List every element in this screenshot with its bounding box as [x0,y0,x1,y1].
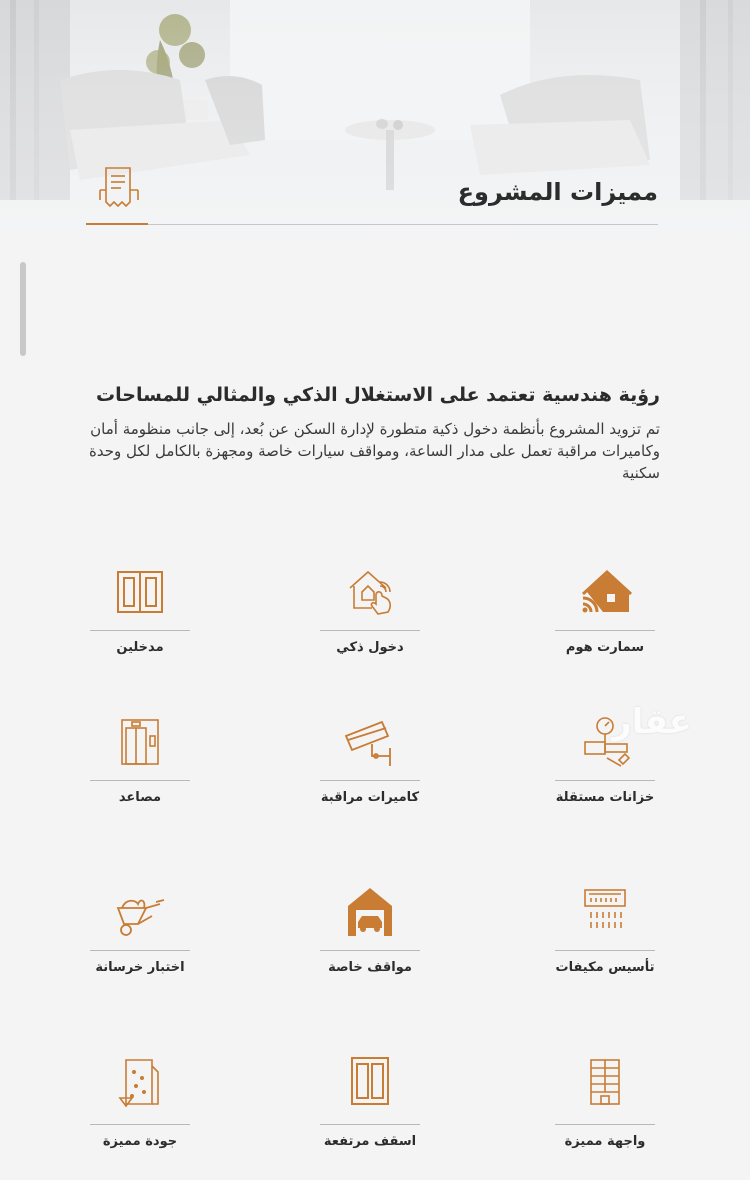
feature-divider [320,630,420,631]
feature-divider [555,630,655,631]
smart-entry-icon [342,564,398,620]
smart-home-icon [577,564,633,620]
feature-divider [320,1124,420,1125]
feature-label: مدخلين [116,640,164,655]
feature-label: جودة مميزة [102,1134,178,1149]
intro-body: تم تزويد المشروع بأنظمة دخول ذكية متطورة لإدارة السكن عن بُعد، إلى جانب منظومة أمان وكاميرات مراقبة تعمل على مدار الساعة، ومواقف سيارات خاصة ومجهزة بالكامل لكل وحدة سكنية [89,420,660,482]
feature-divider [555,780,655,781]
double-door-icon [112,564,168,620]
feature-divider [555,950,655,951]
feature-divider [90,950,190,951]
feature-label: اسقف مرتفعة [323,1134,417,1149]
feature-divider [320,950,420,951]
feature-divider [90,780,190,781]
high-ceiling-icon [342,1054,398,1110]
feature-divider [555,1124,655,1125]
feature-divider [90,630,190,631]
feature-label: سمارت هوم [565,640,645,655]
intro-heading: رؤية هندسية تعتمد على الاستغلال الذكي والمثالي للمساحات [96,384,660,406]
wheelbarrow-icon [112,884,168,940]
feature-label: مواقف خاصة [328,960,412,975]
feature-label: كاميرات مراقبة [320,790,420,805]
quality-icon [112,1054,168,1110]
feature-label: خزانات مستقلة [555,790,655,805]
private-parking-icon [342,884,398,940]
watermark-logo: عقار [612,702,693,742]
building-facade-icon [577,1054,633,1110]
feature-label: مصاعد [118,790,162,805]
feature-divider [320,780,420,781]
feature-divider [90,1124,190,1125]
feature-label: اختبار خرسانة [95,960,185,975]
elevator-icon [112,714,168,770]
page-title: مميزات المشروع [457,178,658,206]
security-camera-icon [342,714,398,770]
feature-label: دخول ذكي [336,640,404,655]
feature-label: واجهة مميزة [564,1134,646,1149]
feature-label: تأسيس مكيفات [555,960,655,975]
air-conditioner-icon [577,884,633,940]
